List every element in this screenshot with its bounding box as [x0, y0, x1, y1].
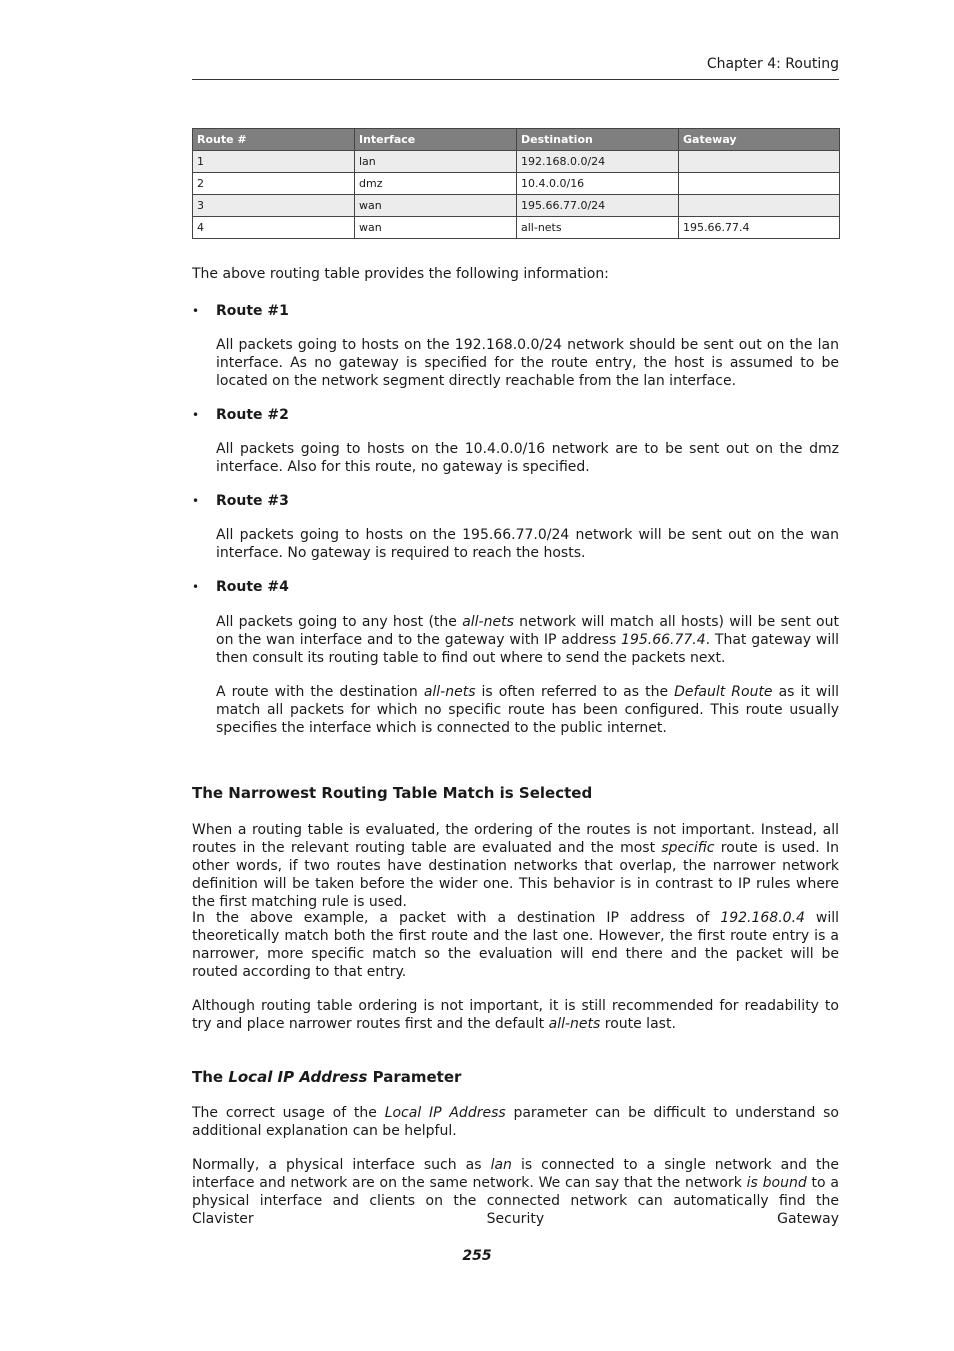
route-2-description: All packets going to hosts on the 10.4.0.0/16 network are to be sent out on the dmz interface. Also for this route, no gateway is specified. — [216, 441, 839, 475]
bullet-icon: • — [192, 494, 200, 508]
section-heading-local-ip-address: The Local IP Address Parameter — [192, 1068, 462, 1086]
table-cell: 4 — [193, 217, 355, 239]
column-header-gateway: Gateway — [679, 129, 840, 151]
table-cell: 2 — [193, 173, 355, 195]
default-route-paragraph: A route with the destination all-nets is often referred to as the Default Route as it will match all packets for which no specific route has been configured. This route usually specifies the interface which is connected to the public internet. — [216, 684, 839, 736]
table-cell — [679, 173, 840, 195]
chapter-title: Chapter 4: Routing — [706, 56, 839, 72]
route-label: Route #1 — [216, 303, 289, 319]
route-label: Route #2 — [216, 407, 289, 423]
section-heading-narrowest-match: The Narrowest Routing Table Match is Selected — [192, 784, 593, 802]
column-header-destination: Destination — [517, 129, 679, 151]
section2-paragraph-2: Normally, a physical interface such as lan is connected to a single network and the interface and network are on the same network. We can say that the network is bound to a physical interface and clients on the connected network can automatically find the Clavister Security Gateway — [192, 1157, 839, 1227]
bullet-icon: • — [192, 304, 200, 318]
route-label: Route #4 — [216, 579, 289, 595]
column-header-route: Route # — [193, 129, 355, 151]
intro-paragraph: The above routing table provides the following information: — [192, 266, 609, 282]
section1-paragraph-3: Although routing table ordering is not important, it is still recommended for readability to try and place narrower routes first and the default all-nets route last. — [192, 998, 839, 1032]
table-header-row — [193, 129, 840, 151]
table-row — [193, 195, 840, 217]
table-cell: 3 — [193, 195, 355, 217]
column-header-interface: Interface — [355, 129, 517, 151]
table-cell: all-nets — [517, 217, 679, 239]
table-row — [193, 217, 840, 239]
table-cell: 1 — [193, 151, 355, 173]
table-cell: 195.66.77.4 — [679, 217, 840, 239]
routing-table — [192, 128, 840, 239]
route-3-description: All packets going to hosts on the 195.66.77.0/24 network will be sent out on the wan interface. No gateway is required to reach the hosts. — [216, 527, 839, 561]
route-4-description: All packets going to any host (the all-nets network will match all hosts) will be sent out on the wan interface and to the gateway with IP address 195.66.77.4. That gateway will then consult its routing table to find out where to send the packets next. — [216, 614, 839, 666]
bullet-icon: • — [192, 408, 200, 422]
table-cell — [679, 195, 840, 217]
table-cell — [679, 151, 840, 173]
section2-paragraph-1: The correct usage of the Local IP Address parameter can be difficult to understand so additional explanation can be helpful. — [192, 1105, 840, 1139]
page-header — [192, 55, 839, 80]
table-cell: 192.168.0.0/24 — [517, 151, 679, 173]
table-row — [193, 173, 840, 195]
route-label: Route #3 — [216, 493, 289, 509]
bullet-icon: • — [192, 580, 200, 594]
table-cell: wan — [355, 195, 517, 217]
table-cell: dmz — [355, 173, 517, 195]
table-cell: 195.66.77.0/24 — [517, 195, 679, 217]
page-number: 255 — [462, 1248, 492, 1264]
table-cell: 10.4.0.0/16 — [517, 173, 679, 195]
section1-paragraph-2: In the above example, a packet with a destination IP address of 192.168.0.4 will theoretically match both the first route and the last one. However, the first route entry is a narrower, more specific match so the evaluation will end there and the packet will be routed according to that entry. — [192, 910, 839, 980]
table-cell: lan — [355, 151, 517, 173]
section1-paragraph-1: When a routing table is evaluated, the ordering of the routes is not important. Instead, all routes in the relevant routing table are evaluated and the most specific route is used. In other words, if two routes have destination networks that overlap, the narrower network definition will be taken before the wider one. This behavior is in contrast to IP rules where the first matching rule is used. — [192, 822, 840, 910]
table-row — [193, 151, 840, 173]
route-1-description: All packets going to hosts on the 192.168.0.0/24 network should be sent out on the lan interface. As no gateway is specified for the route entry, the host is assumed to be located on the network segment directly reachable from the lan interface. — [216, 337, 839, 389]
table-cell: wan — [355, 217, 517, 239]
